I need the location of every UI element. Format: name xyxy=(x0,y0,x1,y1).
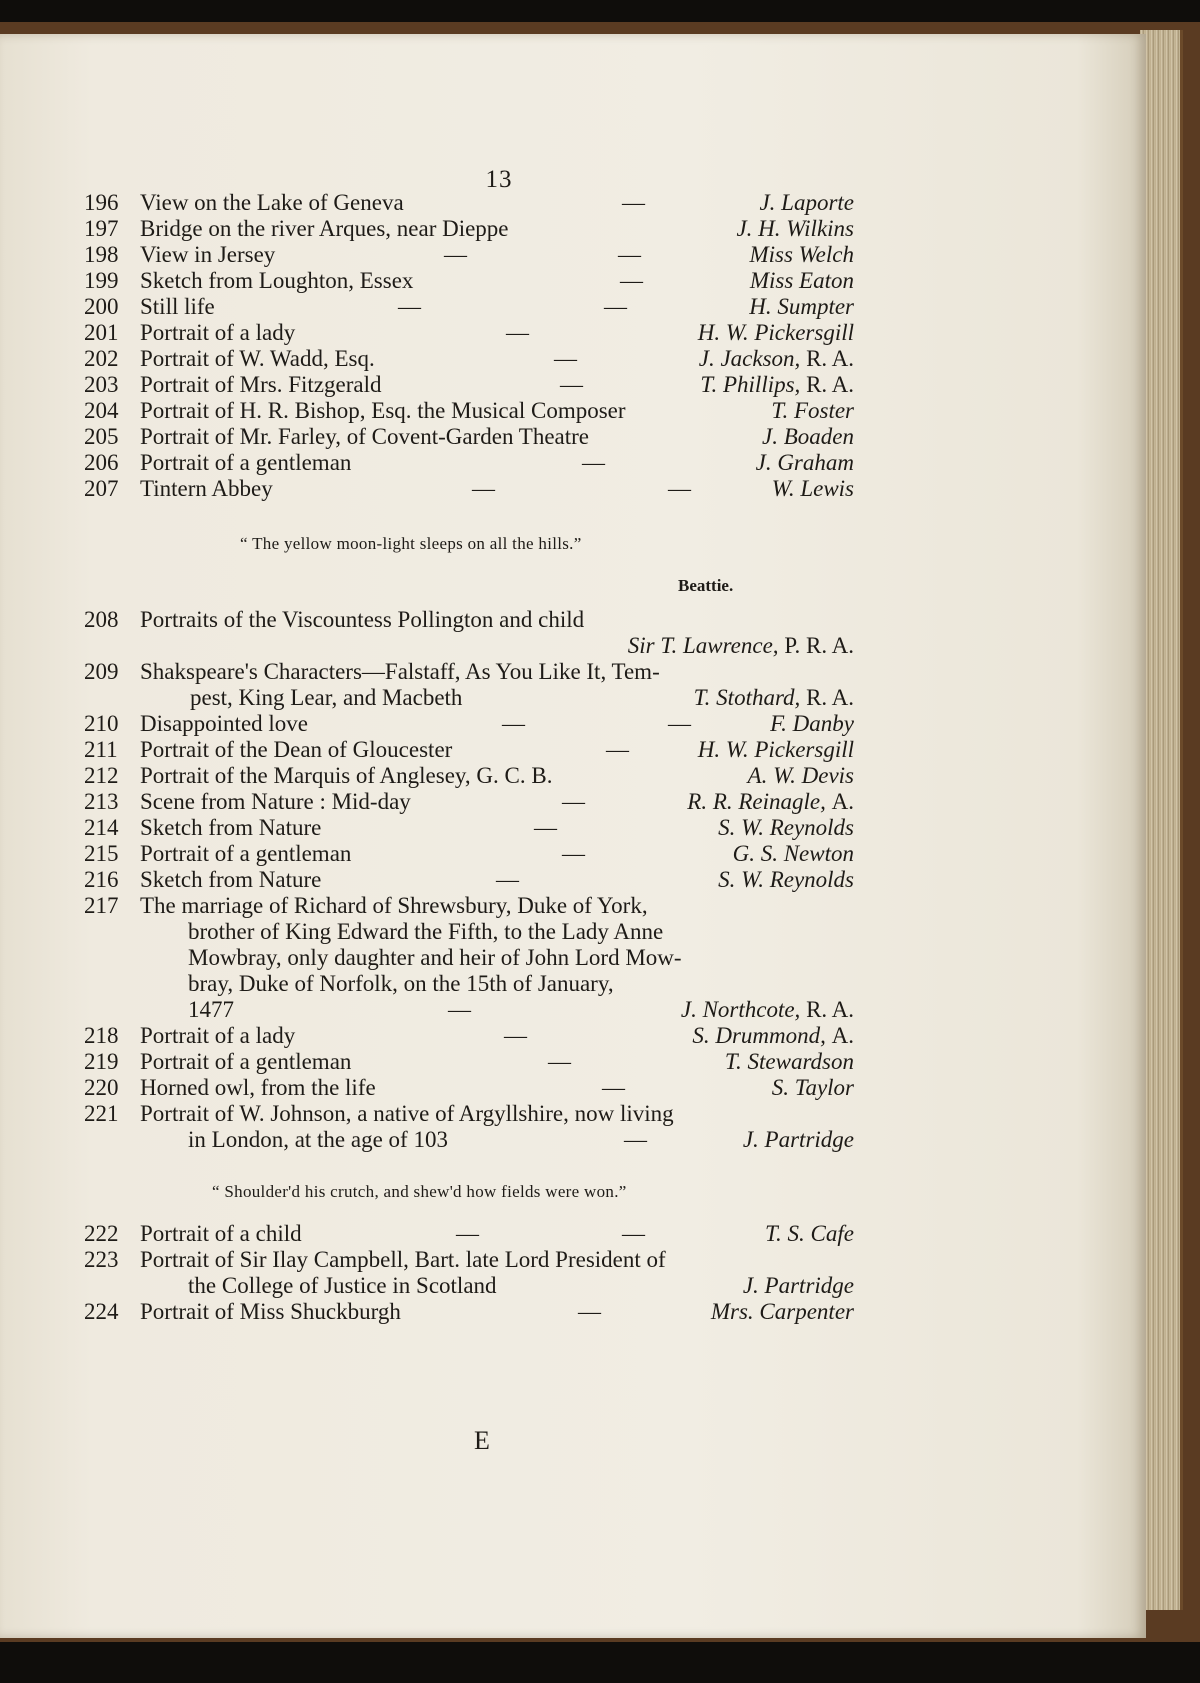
entry-217-continued-4: 1477 — J. Northcote, R. A. xyxy=(188,997,854,1022)
catalogue-page xyxy=(0,34,1146,1638)
entry-197: 197 Bridge on the river Arques, near Dieppe J. H. Wilkins xyxy=(84,216,854,241)
entry-215: 215 Portrait of a gentleman — G. S. Newton xyxy=(84,841,854,866)
entry-224: 224 Portrait of Miss Shuckburgh — Mrs. Carpenter xyxy=(84,1299,854,1324)
entry-220: 220 Horned owl, from the life — S. Taylor xyxy=(84,1075,854,1100)
entry-205: 205 Portrait of Mr. Farley, of Covent-Garden Theatre J. Boaden xyxy=(84,424,854,449)
entry-211: 211 Portrait of the Dean of Gloucester — H. W. Pickersgill xyxy=(84,737,854,762)
entry-217-continued-2: Mowbray, only daughter and heir of John Lord Mow- xyxy=(188,945,682,970)
page-edges xyxy=(1140,30,1183,1610)
entry-218: 218 Portrait of a lady — S. Drummond, A. xyxy=(84,1023,854,1048)
entry-196: 196 View on the Lake of Geneva — J. Laporte xyxy=(84,190,854,215)
entry-223: 223 Portrait of Sir Ilay Campbell, Bart. late Lord President of xyxy=(84,1247,666,1272)
entry-214: 214 Sketch from Nature — S. W. Reynolds xyxy=(84,815,854,840)
page-number: 13 xyxy=(485,166,513,193)
entry-217-continued-1: brother of King Edward the Fifth, to the Lady Anne xyxy=(188,919,664,944)
entry-209: 209 Shakspeare's Characters—Falstaff, As You Like It, Tem- xyxy=(84,659,660,684)
entry-199: 199 Sketch from Loughton, Essex — Miss Eaton xyxy=(84,268,854,293)
epigraph-attribution: Beattie. xyxy=(678,576,734,595)
entry-198: 198 View in Jersey — — Miss Welch xyxy=(84,242,854,267)
entry-217-continued-3: bray, Duke of Norfolk, on the 15th of January, xyxy=(188,971,614,996)
epigraph-quote-2: “ Shoulder'd his crutch, and shew'd how fields were won.” xyxy=(212,1182,627,1201)
entry-219: 219 Portrait of a gentleman — T. Stewardson xyxy=(84,1049,854,1074)
entry-221: 221 Portrait of W. Johnson, a native of Argyllshire, now living xyxy=(84,1101,674,1126)
entry-206: 206 Portrait of a gentleman — J. Graham xyxy=(84,450,854,475)
entry-216: 216 Sketch from Nature — S. W. Reynolds xyxy=(84,867,854,892)
entry-209-continued: pest, King Lear, and Macbeth T. Stothard, R. A. xyxy=(190,685,854,710)
entry-217: 217 The marriage of Richard of Shrewsbury, Duke of York, xyxy=(84,893,648,918)
entry-212: 212 Portrait of the Marquis of Anglesey, G. C. B. A. W. Devis xyxy=(84,763,854,788)
entry-201: 201 Portrait of a lady — H. W. Pickersgill xyxy=(84,320,854,345)
entry-221-continued: in London, at the age of 103 — J. Partridge xyxy=(188,1127,854,1152)
entry-223-continued: the College of Justice in Scotland J. Partridge xyxy=(188,1273,854,1298)
epigraph-quote: “ The yellow moon-light sleeps on all the hills.” xyxy=(240,534,582,553)
entry-200: 200 Still life — — H. Sumpter xyxy=(84,294,854,319)
entry-204: 204 Portrait of H. R. Bishop, Esq. the Musical Composer T. Foster xyxy=(84,398,854,423)
entry-208-artist-line: Sir T. Lawrence, P. R. A. xyxy=(627,633,854,658)
entry-202: 202 Portrait of W. Wadd, Esq. — J. Jackson, R. A. xyxy=(84,346,854,371)
entry-210: 210 Disappointed love — — F. Danby xyxy=(84,711,854,736)
entry-222: 222 Portrait of a child — — T. S. Cafe xyxy=(84,1221,854,1246)
entry-213: 213 Scene from Nature : Mid-day — R. R. Reinagle, A. xyxy=(84,789,854,814)
entry-203: 203 Portrait of Mrs. Fitzgerald — T. Phillips, R. A. xyxy=(84,372,854,397)
entry-208: 208 Portraits of the Viscountess Pollington and child xyxy=(84,607,585,632)
entry-207: 207 Tintern Abbey — — W. Lewis xyxy=(84,476,854,501)
signature-mark: E xyxy=(474,1426,490,1455)
